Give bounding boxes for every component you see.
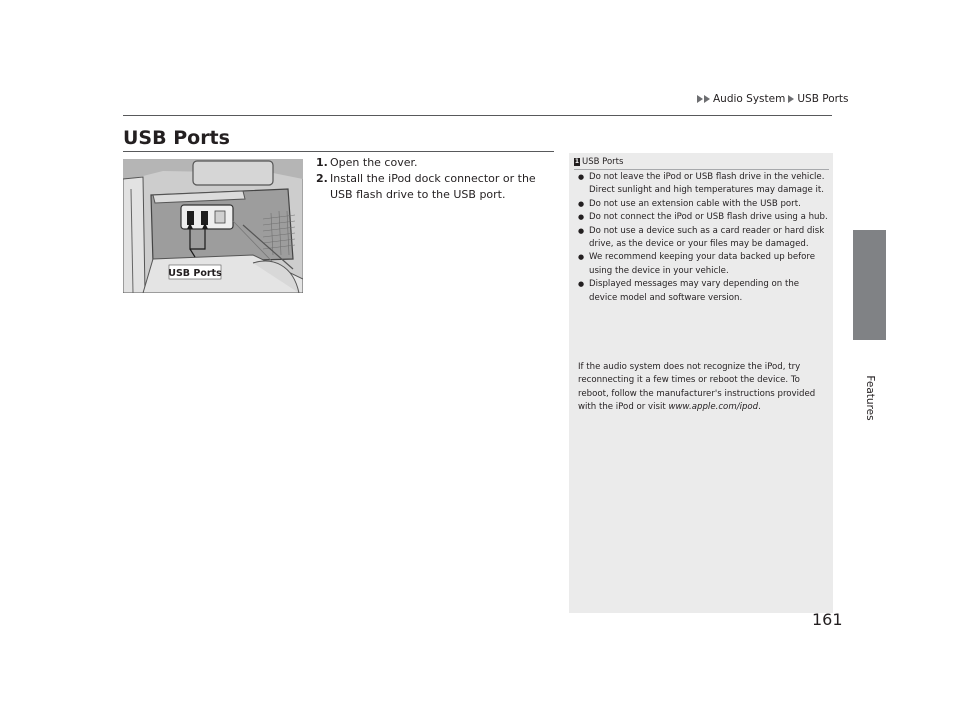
list-item: ● We recommend keeping your data backed up before using the device in your vehicle. [578, 251, 830, 278]
chapter-label-text: Features [864, 375, 876, 421]
apple-ipod-link[interactable]: www.apple.com/ipod [668, 402, 759, 413]
breadcrumb [697, 93, 849, 105]
callout-label: USB Ports [168, 268, 222, 279]
chapter-tab [853, 230, 886, 340]
arrow-right-icon [704, 95, 710, 103]
step-number: 2. [316, 172, 328, 185]
list-item: ● Do not use an extension cable with the USB port. [578, 198, 830, 211]
step-number: 1. [316, 156, 328, 169]
arrow-right-icon [788, 95, 794, 103]
note-bullets [578, 171, 830, 305]
instruction-steps [316, 155, 556, 203]
chapter-label [852, 363, 888, 433]
step-text: Install the iPod dock connector or the USB flash drive to the USB port. [330, 172, 536, 201]
section-title: USB Ports [123, 127, 230, 149]
note-paragraph [578, 361, 830, 415]
list-item: ● Do not leave the iPod or USB flash drive in the vehicle. Direct sunlight and high temperatures may damage it. [578, 171, 830, 198]
step-item [316, 171, 556, 203]
note-divider [574, 169, 829, 170]
title-divider [123, 151, 554, 152]
note-title-text: USB Ports [582, 157, 624, 167]
step-text: Open the cover. [330, 156, 418, 169]
step-item [316, 155, 556, 171]
breadcrumb-audio-system[interactable]: Audio System [713, 93, 786, 105]
arrow-right-icon [697, 95, 703, 103]
note-paragraph-text: If the audio system does not recognize the iPod, try reconnecting it a few times or reboot the device. To reboot, follow the manufacturer's instructions provided with the iPod or visit [578, 362, 816, 413]
note-paragraph-end: . [758, 402, 761, 413]
header-divider [123, 115, 832, 116]
list-item: ● Do not connect the iPod or USB flash drive using a hub. [578, 211, 830, 224]
usb-ports-illustration [123, 159, 303, 293]
page-number: 161 [812, 610, 843, 629]
note-title [574, 157, 623, 167]
breadcrumb-usb-ports[interactable]: USB Ports [797, 93, 849, 105]
list-item: ● Do not use a device such as a card reader or hard disk drive, as the device or your files may be damaged. [578, 225, 830, 252]
note-icon: 1 [574, 158, 580, 165]
list-item: ● Displayed messages may vary depending on the device model and software version. [578, 278, 830, 305]
